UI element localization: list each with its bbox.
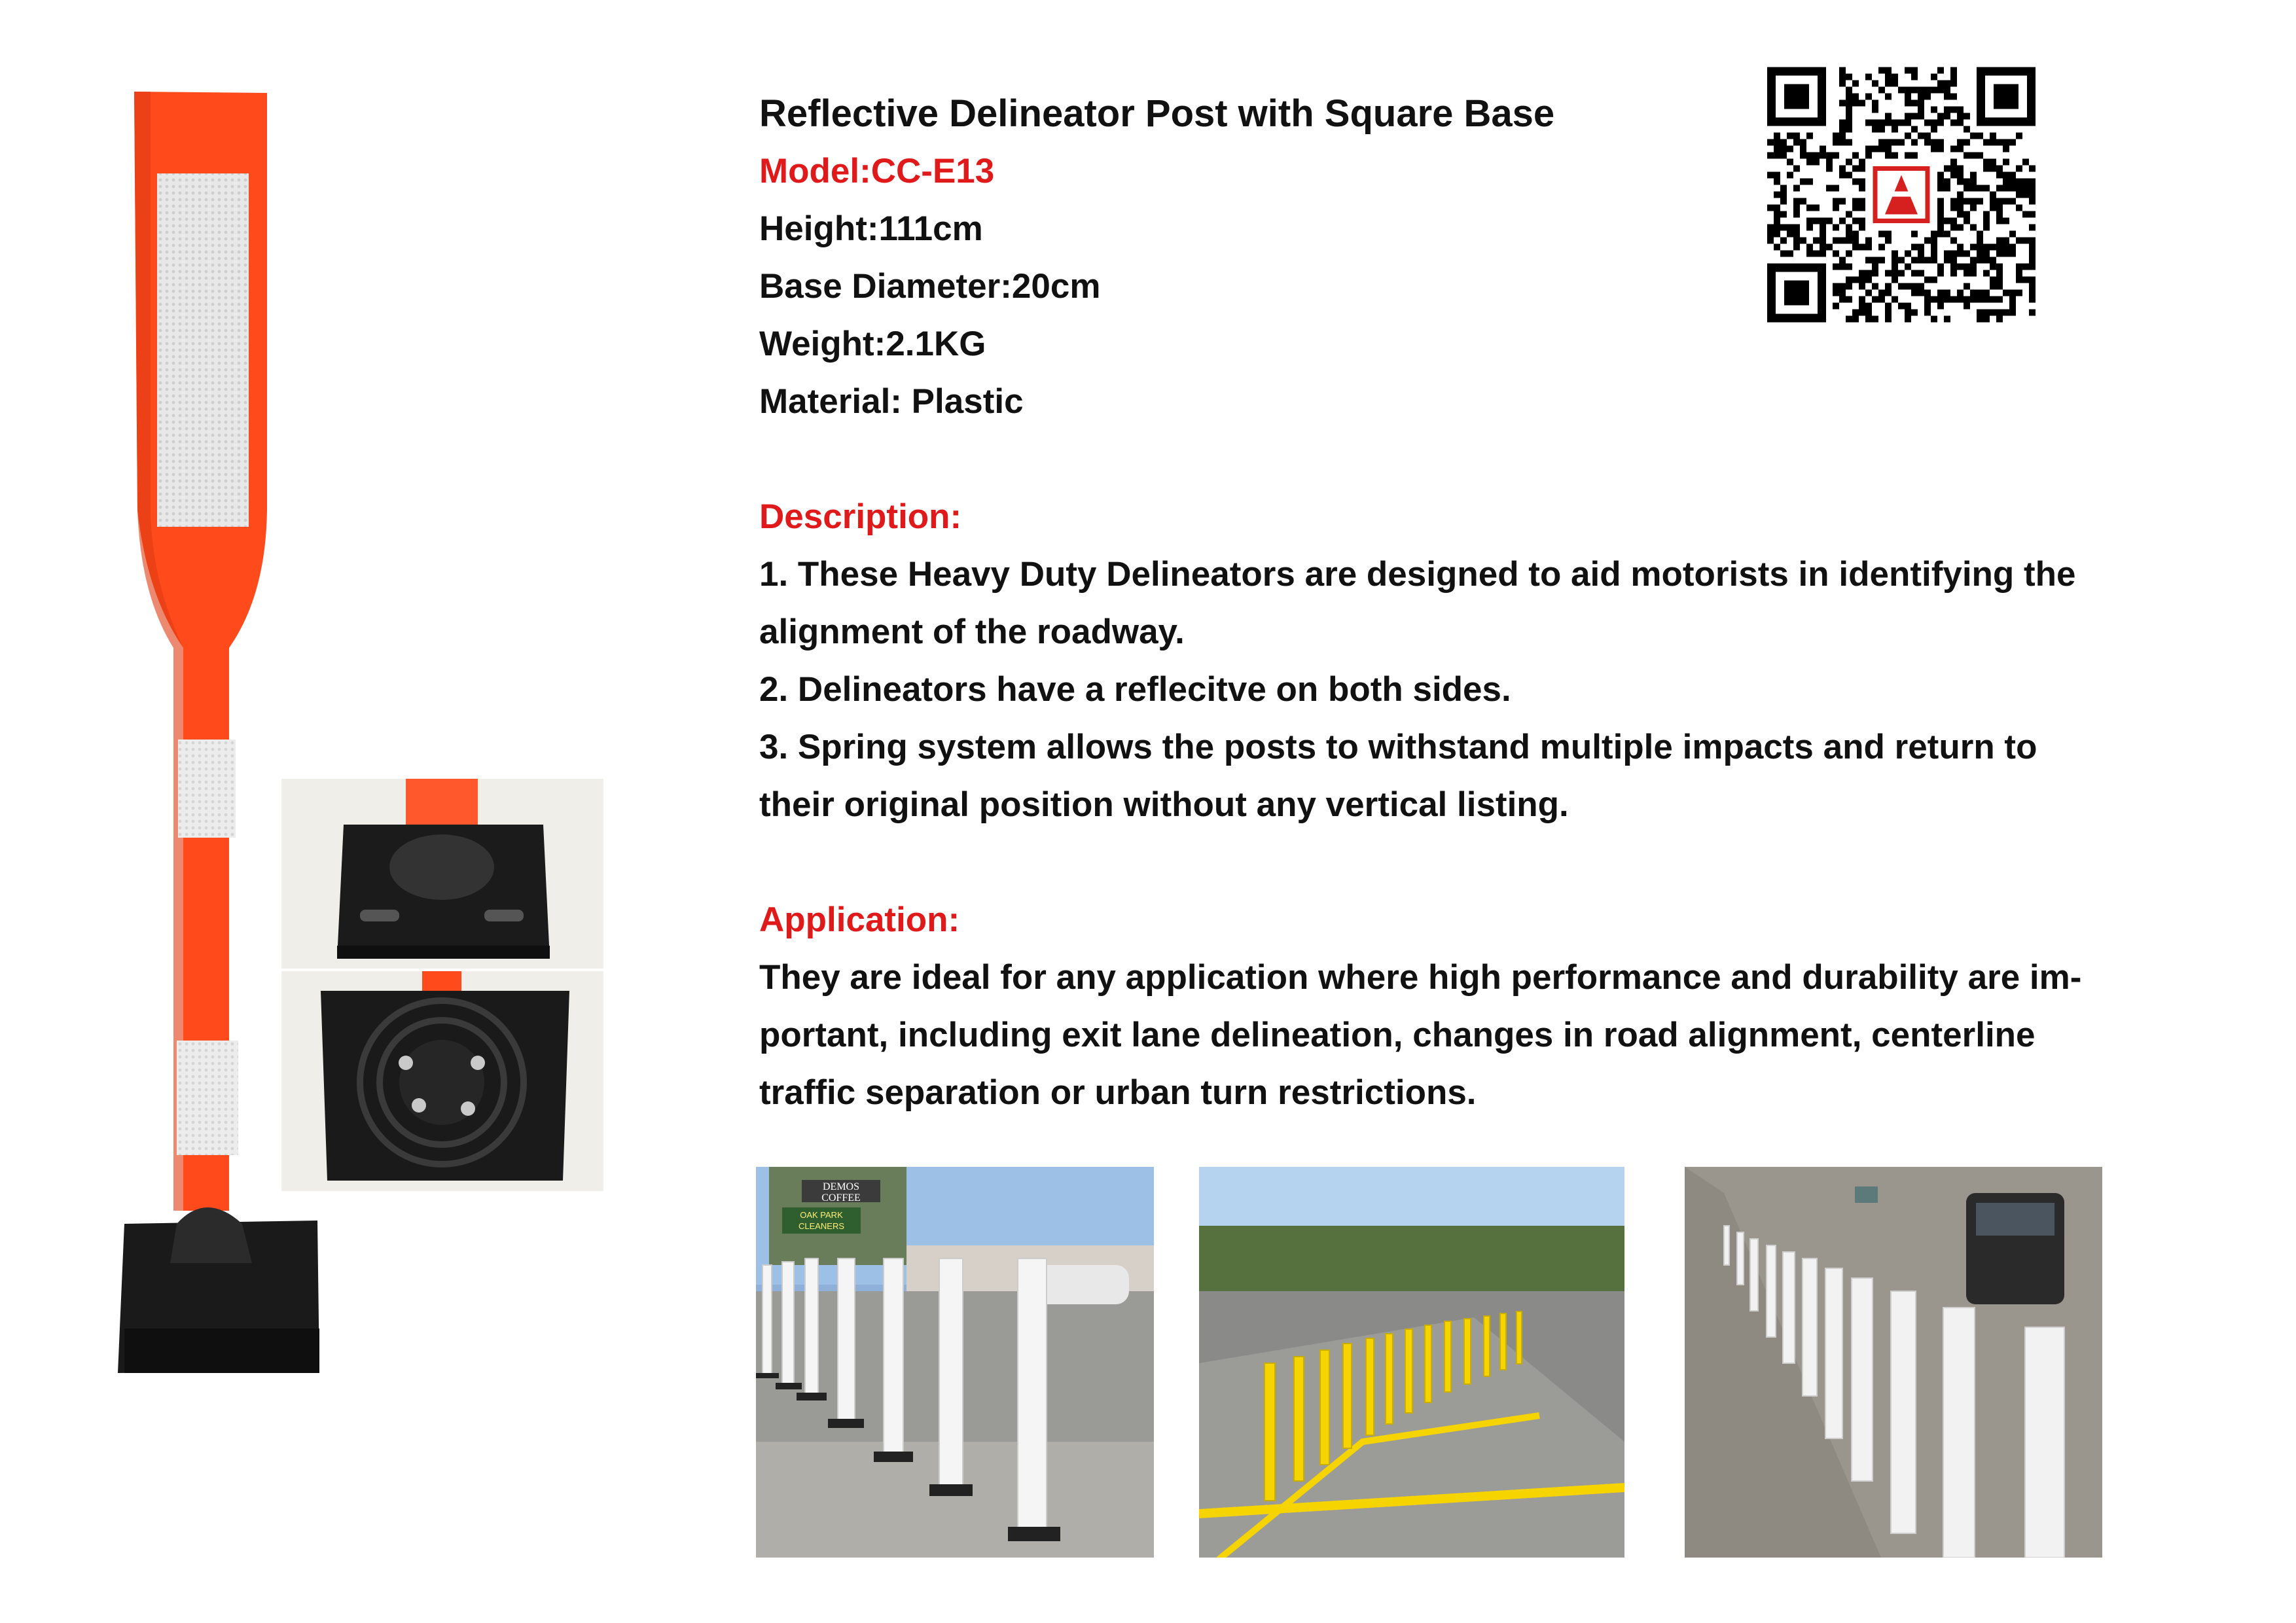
description-line: 3. Spring system allows the posts to withstand multiple impacts and return to — [759, 728, 2037, 766]
model-number: Model:CC-E13 — [759, 152, 995, 190]
base-detail-bottom-photo — [281, 971, 603, 1191]
application-photo-yellow-posts — [1199, 1167, 1624, 1558]
description-line: their original position without any vertical listing. — [759, 785, 1569, 824]
description-line: 1. These Heavy Duty Delineators are designed to aid motorists in identifying the — [759, 555, 2076, 594]
application-line: portant, including exit lane delineation, changes in road alignment, centerline — [759, 1016, 2036, 1054]
traffic-cone-logo-icon — [1872, 166, 1931, 224]
application-photo-highway — [1685, 1167, 2102, 1558]
coffee-sign: DEMOS — [822, 1181, 860, 1192]
cleaners-sign: OAK PARK — [800, 1210, 843, 1220]
description-heading: Description: — [759, 497, 962, 536]
spec-weight: Weight:2.1KG — [759, 325, 986, 363]
spec-height: Height:111cm — [759, 209, 983, 248]
application-photo-street — [756, 1167, 1154, 1558]
description-line: 2. Delineators have a reflecitve on both sides. — [759, 670, 1511, 709]
product-title: Reflective Delineator Post with Square Base — [759, 92, 1555, 135]
application-heading: Application: — [759, 901, 960, 939]
spec-base-diameter: Base Diameter:20cm — [759, 267, 1101, 306]
description-line: alignment of the roadway. — [759, 613, 1185, 651]
base-detail-top-photo — [281, 779, 603, 969]
application-line: traffic separation or urban turn restrictions. — [759, 1073, 1477, 1112]
application-line: They are ideal for any application where high performance and durability are im- — [759, 958, 2082, 997]
qr-code-icon[interactable] — [1767, 65, 2036, 324]
coffee-sign: COFFEE — [821, 1192, 861, 1204]
spec-material: Material: Plastic — [759, 382, 1024, 421]
cleaners-sign: CLEANERS — [798, 1221, 845, 1231]
